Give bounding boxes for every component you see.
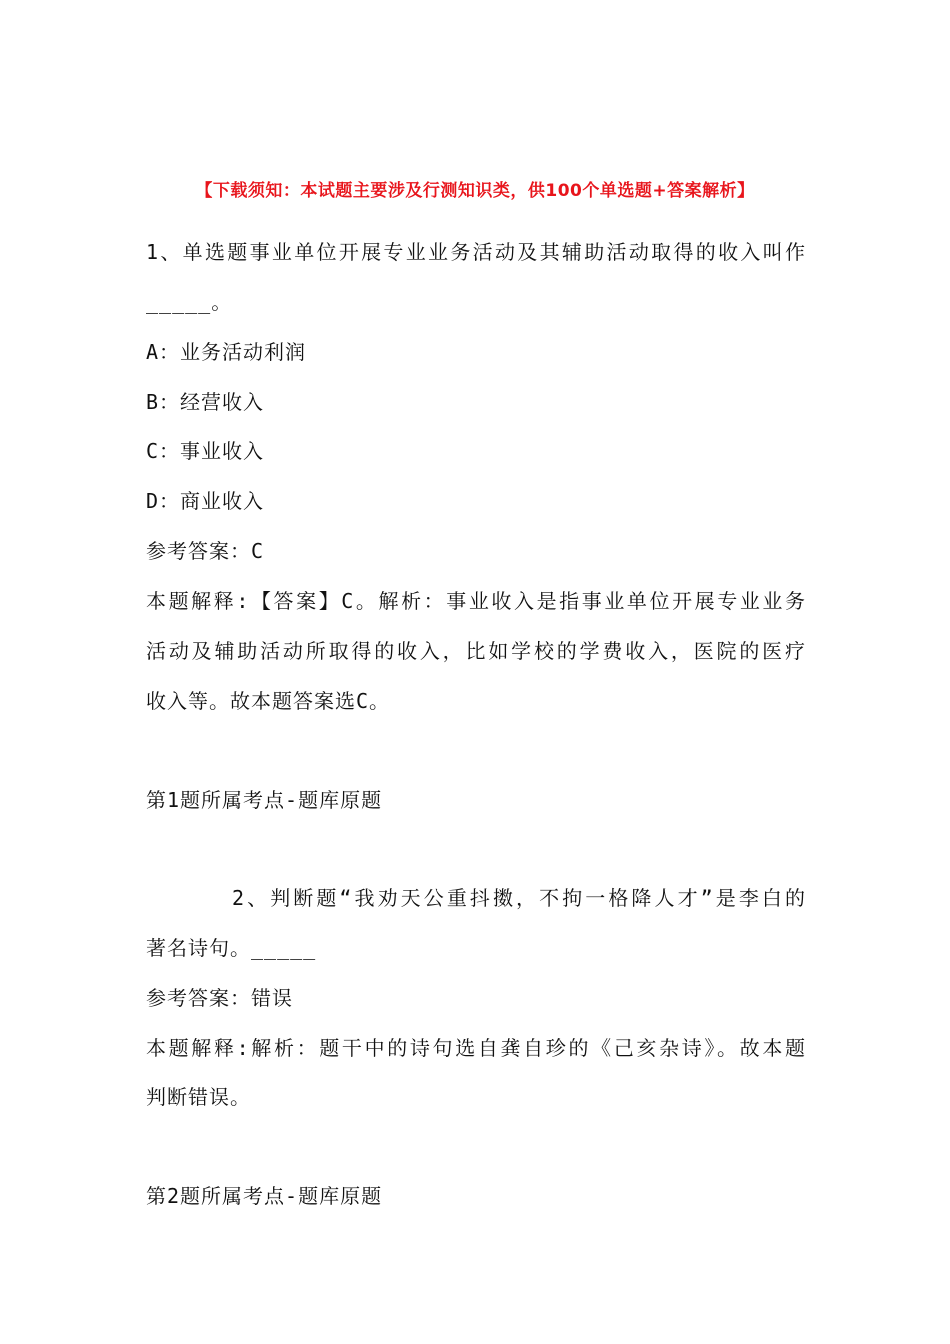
q1-option-a: A：业务活动利润 bbox=[146, 340, 307, 364]
q1-option-c: C：事业收入 bbox=[146, 439, 265, 463]
q2-answer: 参考答案：错误 bbox=[146, 986, 293, 1010]
q1-source: 第1题所属考点-题库原题 bbox=[146, 788, 383, 812]
q1-option-d: D：商业收入 bbox=[146, 489, 265, 513]
q2-source: 第2题所属考点-题库原题 bbox=[146, 1184, 383, 1208]
q1-stem-line2: _____。 bbox=[146, 290, 233, 314]
q1-stem-line1: 1、单选题事业单位开展专业业务活动及其辅助活动取得的收入叫作 bbox=[146, 240, 806, 264]
q1-explain-line3: 收入等。故本题答案选C。 bbox=[146, 689, 391, 713]
q2-explain-line2: 判断错误。 bbox=[146, 1085, 251, 1109]
q1-explain-line2: 活动及辅助活动所取得的收入，比如学校的学费收入，医院的医疗 bbox=[146, 639, 806, 663]
q2-explain-line1: 本题解释:解析：题干中的诗句选自龚自珍的《己亥杂诗》。故本题 bbox=[146, 1036, 806, 1060]
q2-stem-line1: 2、判断题“我劝天公重抖擞，不拘一格降人才”是李白的 bbox=[232, 886, 806, 910]
q2-stem-line2: 著名诗句。_____ bbox=[146, 936, 317, 960]
q1-answer: 参考答案：C bbox=[146, 539, 265, 563]
q1-explain-line1: 本题解释:【答案】C。解析：事业收入是指事业单位开展专业业务 bbox=[146, 589, 806, 613]
q1-option-b: B：经营收入 bbox=[146, 390, 265, 414]
download-notice: 【下载须知：本试题主要涉及行测知识类，供100个单选题+答案解析】 bbox=[195, 181, 755, 201]
